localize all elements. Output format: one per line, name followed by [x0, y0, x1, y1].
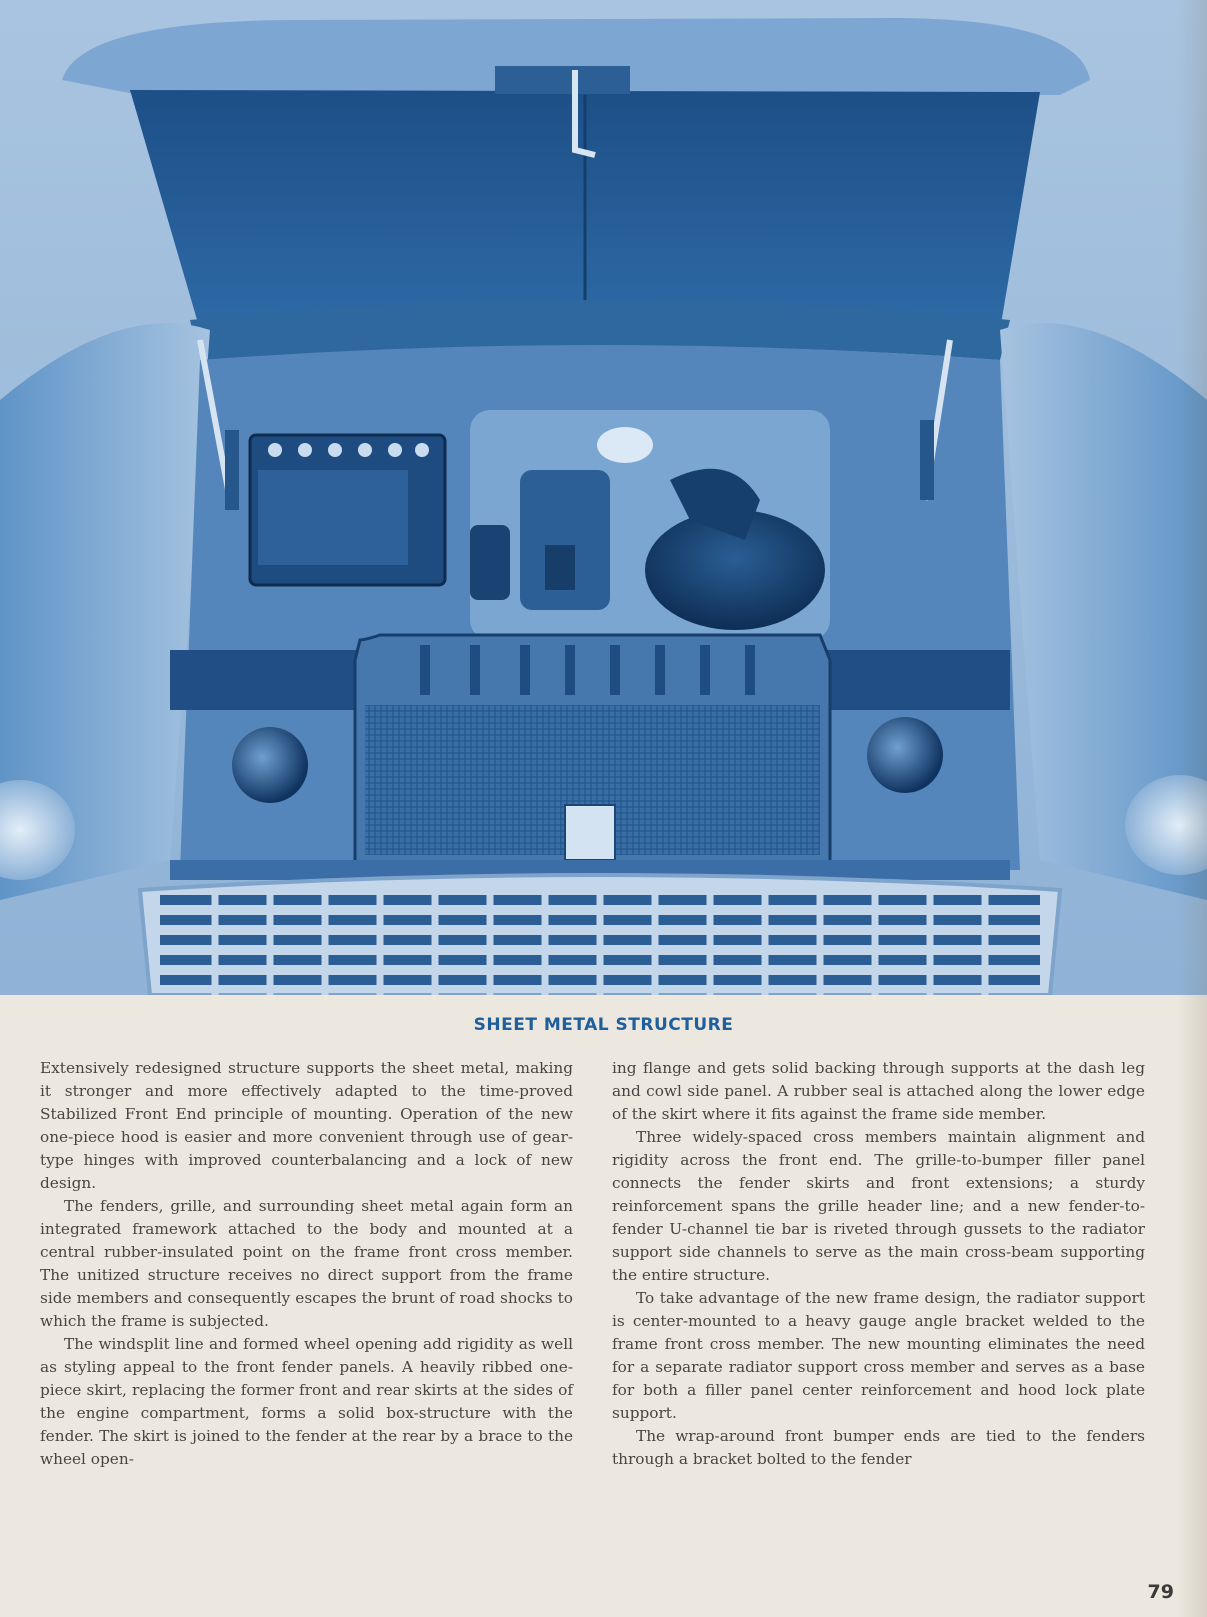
page-edge-shadow — [1177, 0, 1207, 1617]
paragraph: Three widely-spaced cross members maintain alignment and rigidity across the front end. The grille-to-bumper filler panel connects the fender skirts and front extensions; a sturdy reinforcement spans the grille header line; and a new fender-to-fender U-channel tie bar is riveted through gussets to the radiator support side channels to serve as the main cross-beam supporting the entire structure. — [612, 1128, 1145, 1284]
paragraph: ing flange and gets solid backing through supports at the dash leg and cowl side panel. A rubber seal is attached along the lower edge of the skirt where it fits against the frame side member. — [612, 1059, 1145, 1123]
right-horn — [867, 717, 943, 793]
text-column-left — [40, 1057, 573, 1471]
left-horn — [232, 727, 308, 803]
paragraph: The wrap-around front bumper ends are tied to the fenders through a bracket bolted to the fender — [612, 1427, 1145, 1468]
paragraph: The windsplit line and formed wheel opening add rigidity as well as styling appeal to the front fender panels. A heavily ribbed one-piece skirt, replacing the former front and rear skirts at the sides of the engine compartment, forms a solid box-structure with the fender. The skirt is joined to the fender at the rear by a brace to the wheel open- — [40, 1335, 573, 1468]
page-number: 79 — [1147, 1581, 1174, 1603]
paragraph: To take advantage of the new frame design, the radiator support is center-mounted to a heavy gauge angle bracket welded to the frame front cross member. The new mounting eliminates the need for a separate radiator support cross member and serves as a base for both a filler panel center reinforcement and hood lock plate support. — [612, 1289, 1145, 1422]
paragraph: Extensively redesigned structure supports the sheet metal, making it stronger and more effectively adapted to the time-proved Stabilized Front End principle of mounting. Operation of the new one-piece hood is easier and more convenient through use of gear-type hinges with improved counterbalancing and a lock of new design. — [40, 1059, 573, 1192]
section-heading: SHEET METAL STRUCTURE — [473, 1015, 734, 1035]
text-column-right — [612, 1057, 1145, 1471]
paragraph: The fenders, grille, and surrounding sheet metal again form an integrated framework attached to the body and mounted at a central rubber-insulated point on the frame front cross member. The unitized structure receives no direct support from the frame side members and consequently escapes the brunt of road shocks to which the frame is subjected. — [40, 1197, 573, 1330]
